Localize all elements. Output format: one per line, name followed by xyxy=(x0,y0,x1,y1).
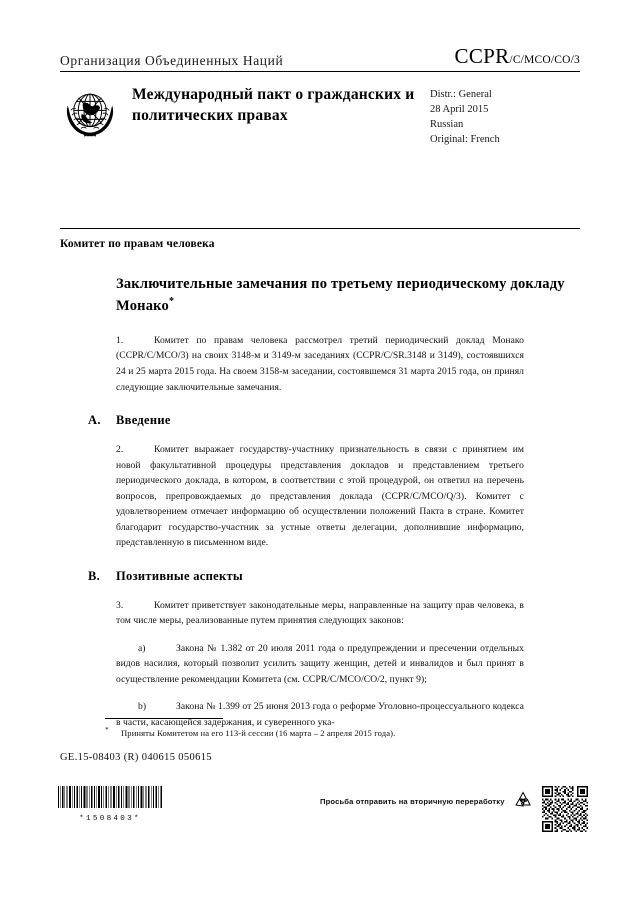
distribution-line: Distr.: General xyxy=(430,89,492,100)
organization-name: Организация Объединенных Наций xyxy=(60,53,284,68)
item-b-label: b) xyxy=(138,701,147,713)
document-content xyxy=(60,238,580,743)
job-number: GE.15-08403 (R) 040615 050615 xyxy=(60,752,212,763)
barcode xyxy=(58,786,162,823)
distribution-block xyxy=(430,82,580,148)
section-b-letter: B. xyxy=(88,568,101,583)
document-symbol-main: CCPR xyxy=(454,44,510,68)
paragraph-1 xyxy=(116,333,524,395)
paragraph-1-text: Комитет по правам человека рассмотрел третий периодический доклад Монако (CCPR/C/MCO/3) на своих 3148-м и 3149-м заседаниях (CCPR/C/SR.3148 и 3149), состоявшихся 24 и 25 марта 2015 года. На своем 3158-м заседании, состоявшемся 31 марта 2015 года, он принял следующие заключительные замечания. xyxy=(116,334,524,393)
section-b-title: Позитивные аспекты xyxy=(116,568,243,583)
section-heading-b xyxy=(88,569,580,584)
un-emblem-icon xyxy=(60,84,120,144)
footnote-text: Приняты Комитетом на его 113-й сессии (16 марта – 2 апреля 2015 года). xyxy=(121,727,396,738)
paragraph-2-text: Комитет выражает государству-участнику признательность в связи с принятием им новой факультативной процедуры представления докладов и представлением третьего периодического доклада, в котором, в соответствии с этой процедурой, он ответил на перечень вопросов, препровождаемых до представления доклада (CCPR/C/MCO/Q/3). Комитет с удовлетворением отмечает информацию об осуществлении положений Пакта в стране. Комитет благодарит государство-участник за устные ответы делегации, дополнившие информацию, представленную в письменном виде. xyxy=(116,444,524,549)
page-title-footnote-marker: * xyxy=(168,295,175,307)
committee-name: Комитет по правам человека xyxy=(60,238,215,250)
qr-code xyxy=(542,786,588,832)
document-language: Russian xyxy=(430,118,464,130)
item-a-label: a) xyxy=(138,642,146,654)
section-a-letter: A. xyxy=(88,413,101,428)
footnote-separator xyxy=(105,718,223,719)
masthead-top-row xyxy=(60,44,580,71)
paragraph-3-text: Комитет приветствует законодательные меры, направленные на защиту прав человека, в том числе меры, реализованные путем принятия следующих законов: xyxy=(116,599,524,627)
recycle-icon xyxy=(513,790,533,810)
footnote-area xyxy=(105,718,565,738)
page-title-text: Заключительные замечания по третьему периодическому докладу Монако xyxy=(116,276,565,314)
paragraph-2-number: 2. xyxy=(116,444,124,456)
page-footer xyxy=(58,786,586,832)
paragraph-3 xyxy=(116,598,524,629)
item-a-text: Закона № 1.382 от 20 июля 2011 года о предупреждении и пресечении отдельных видов насилия, который позволит усилить защиту женщин, детей и инвалидов и был принят в осуществление рекомендации Комитета (см. CCPR/C/MCO/CO/2, пункт 9); xyxy=(116,642,524,685)
publication-title: Международный пакт о гражданских и политических правах xyxy=(132,86,415,125)
masthead-bottom-rule xyxy=(60,228,580,229)
masthead-top-rule xyxy=(60,71,580,72)
paragraph-1-number: 1. xyxy=(116,334,124,346)
original-language: Original: French xyxy=(430,133,500,145)
page-title xyxy=(116,275,580,316)
document-date: 28 April 2015 xyxy=(430,103,489,115)
item-b-text: Закона № 1.399 от 25 июня 2013 года о реформе Уголовно-процессуального кодекса в части, касающейся задержания, и суверенного ука- xyxy=(116,701,524,728)
masthead xyxy=(60,44,580,148)
recycle-note: Просьба отправить на вторичную переработку xyxy=(320,797,505,806)
paragraph-2 xyxy=(116,442,524,551)
paragraph-3-item-a xyxy=(116,641,524,688)
section-heading-a xyxy=(88,413,580,428)
section-a-title: Введение xyxy=(116,413,171,428)
barcode-number: *1508403* xyxy=(79,815,141,823)
paragraph-3-number: 3. xyxy=(116,599,124,611)
masthead-body-row xyxy=(60,82,580,148)
footnote-1 xyxy=(105,725,565,738)
document-symbol xyxy=(455,44,580,69)
footnote-marker: * xyxy=(105,725,109,734)
document-symbol-suffix: /C/MCO/CO/3 xyxy=(509,54,580,66)
